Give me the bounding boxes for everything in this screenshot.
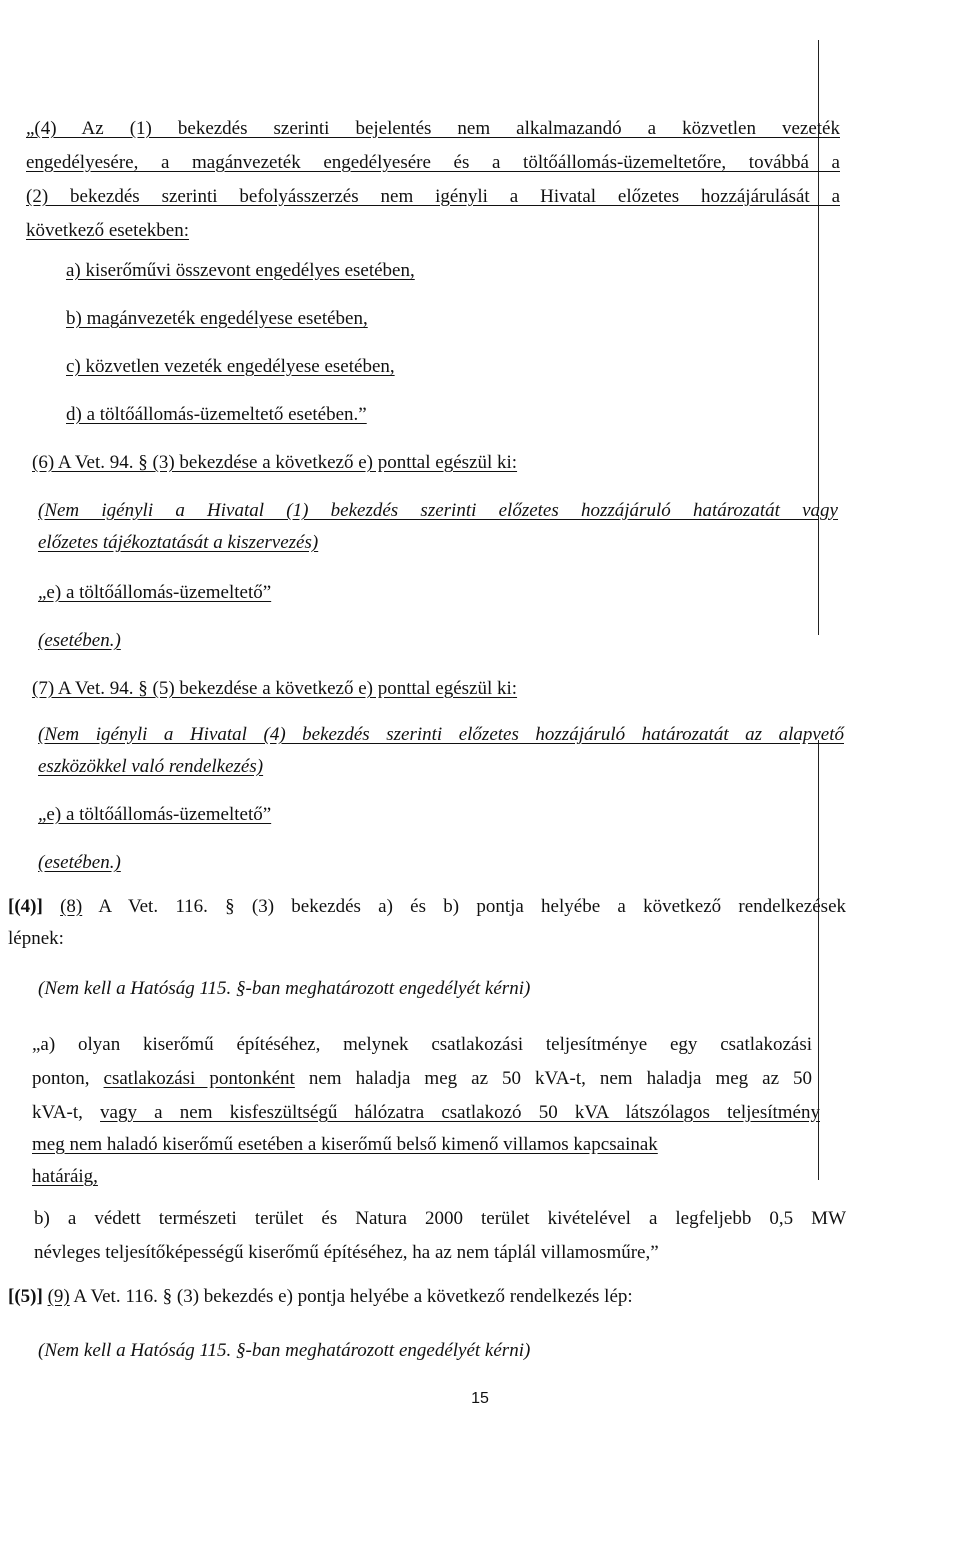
list-item: c) közvetlen vezeték engedélyese esetében, (66, 356, 395, 377)
section-7-intro: (Nem igényli a Hivatal (4) bekezdés szerinti előzetes hozzájáruló határozatát az alapvető (38, 724, 844, 745)
section-6-item: „e) a töltőállomás-üzemeltető” (38, 582, 272, 603)
new-number: (9) (47, 1286, 70, 1307)
section-7-item: „e) a töltőállomás-üzemeltető” (38, 804, 272, 825)
section-7-closing: (esetében.) (38, 852, 121, 873)
list-item: d) a töltőállomás-üzemeltető esetében.” (66, 404, 367, 425)
section-8-point-a-cont: kVA-t, vagy a nem kisfeszültségű hálózatra csatlakozó 50 kVA látszólagos teljesítmény (32, 1102, 820, 1123)
section-9-intro: (Nem kell a Hatóság 115. §-ban meghatározott engedélyét kérni) (38, 1340, 531, 1361)
section-8-point-a-line4: meg nem haladó kiserőmű esetében a kiserőmű belső kimenő villamos kapcsainak (32, 1134, 658, 1155)
section-6-intro: (Nem igényli a Hivatal (1) bekezdés szerinti előzetes hozzájáruló határozatát vagy (38, 500, 838, 521)
section-9-heading: [(5)] (9) A Vet. 116. § (3) bekezdés e) pontja helyébe a következő rendelkezés lép: (8, 1286, 633, 1307)
page-number: 15 (471, 1390, 489, 1407)
list-item: b) magánvezeték engedélyese esetében, (66, 308, 368, 329)
section-8-heading: [(4)] (8) A Vet. 116. § (3) bekezdés a) és b) pontja helyébe a következő rendelkezések (8, 896, 846, 917)
paragraph-4 (26, 112, 840, 214)
section-8-heading-line2: lépnek: (8, 928, 64, 949)
text-line: (2) bekezdés szerinti befolyásszerzés nem igényli a Hivatal előzetes hozzájárulását a (26, 186, 840, 207)
revision-margin-line (818, 515, 819, 635)
section-8-point-a: „a) olyan kiserőmű építéséhez, melynek csatlakozási teljesítménye egy csatlakozási ponton, csatlakozási pontonként nem haladja meg az 50 kVA-t, nem haladja meg az 50 (32, 1034, 813, 1089)
section-6-heading: (6) A Vet. 94. § (3) bekezdése a következő e) ponttal egészül ki: (32, 452, 518, 473)
section-7-intro-line2: eszközökkel való rendelkezés) (38, 756, 264, 777)
text-line: „(4) Az (1) bekezdés szerinti bejelentés nem alkalmazandó a közvetlen vezeték (26, 118, 840, 139)
list-item: a) kiserőművi összevont engedélyes esetében, (66, 260, 415, 281)
paragraph-4-last-line: következő esetekben: (26, 220, 190, 241)
text-line: engedélyesére, a magánvezeték engedélyesére és a töltőállomás-üzemeltetőre, továbbá a (26, 152, 840, 173)
section-7-heading: (7) A Vet. 94. § (5) bekezdése a következő e) ponttal egészül ki: (32, 678, 518, 699)
section-8-point-b: b) a védett természeti terület és Natura 2000 terület kivételével a legfeljebb 0,5 MW (34, 1208, 846, 1229)
inserted-text: vagy a nem kisfeszültségű hálózatra csatlakozó 50 kVA látszólagos teljesítmény (100, 1102, 820, 1123)
section-6-intro-line2: előzetes tájékoztatását a kiszervezés) (38, 532, 319, 553)
revision-margin-line (818, 40, 819, 510)
deleted-number: [(5)] (8, 1286, 43, 1307)
section-8-point-a-line5: határáig, (32, 1166, 98, 1187)
section-7-item-spacer (38, 846, 121, 880)
new-number: (8) (60, 896, 83, 917)
deleted-number: [(4)] (8, 896, 43, 917)
inserted-text: csatlakozási pontonként (103, 1068, 295, 1089)
section-6-closing: (esetében.) (38, 630, 121, 651)
section-8-intro: (Nem kell a Hatóság 115. §-ban meghatározott engedélyét kérni) (38, 978, 531, 999)
section-8-point-b-line2: névleges teljesítőképességű kiserőmű építéséhez, ha az nem táplál villamosműre,” (34, 1242, 659, 1263)
